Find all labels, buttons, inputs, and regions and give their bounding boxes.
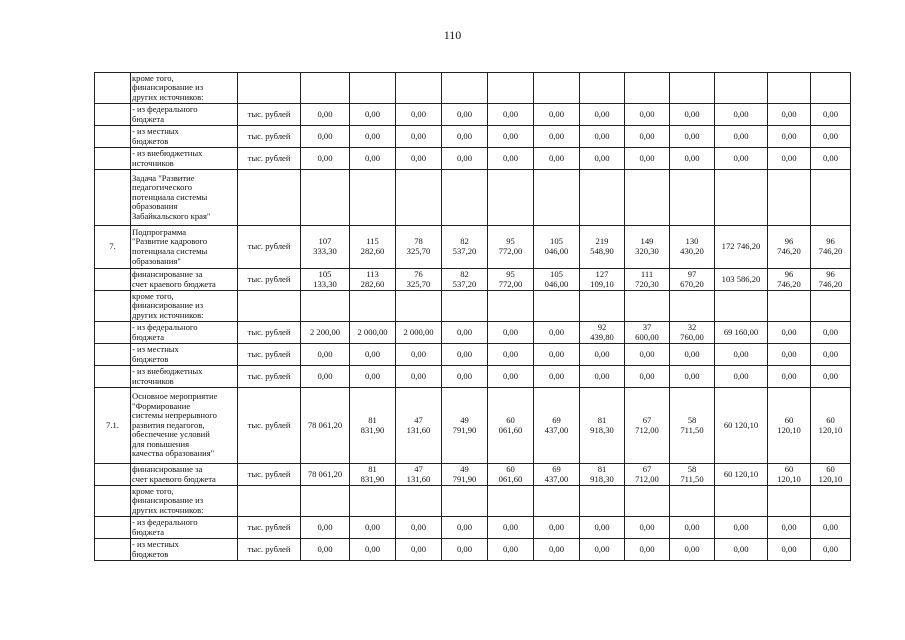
value-cell: 47 131,60: [396, 388, 442, 464]
value-cell: 0,00: [396, 366, 442, 388]
table-row: [95, 344, 851, 366]
row-name-cell: кроме того, финансирование из других источников:: [131, 486, 238, 517]
unit-cell: тыс. рублей: [238, 344, 301, 366]
row-name-cell: - из местных бюджетов: [131, 344, 238, 366]
value-cell: [715, 73, 768, 104]
unit-cell: тыс. рублей: [238, 148, 301, 170]
value-cell: [301, 291, 350, 322]
row-name-cell: Основное мероприятие "Формирование системы непрерывного развития педагогов, обеспечение условий для повышения качества образования": [131, 388, 238, 464]
row-name-cell: - из федерального бюджета: [131, 104, 238, 126]
value-cell: [625, 170, 670, 226]
value-cell: 60 120,10: [811, 388, 851, 464]
value-cell: [350, 291, 396, 322]
row-number-cell: [95, 126, 131, 148]
table-row: [95, 226, 851, 269]
value-cell: 0,00: [811, 517, 851, 539]
row-number-cell: [95, 486, 131, 517]
value-cell: 67 712,00: [625, 388, 670, 464]
value-cell: 103 586,20: [715, 269, 768, 291]
value-cell: 0,00: [768, 148, 811, 170]
value-cell: [625, 291, 670, 322]
budget-table-body: [95, 73, 851, 561]
row-number-cell: [95, 539, 131, 561]
unit-cell: тыс. рублей: [238, 126, 301, 148]
row-number-cell: [95, 464, 131, 486]
value-cell: 0,00: [488, 322, 534, 344]
value-cell: 0,00: [670, 539, 715, 561]
value-cell: 0,00: [396, 148, 442, 170]
value-cell: 81 918,30: [580, 464, 625, 486]
value-cell: 0,00: [488, 366, 534, 388]
value-cell: 0,00: [534, 366, 580, 388]
value-cell: [396, 170, 442, 226]
value-cell: 219 548,90: [580, 226, 625, 269]
value-cell: [301, 73, 350, 104]
value-cell: 49 791,90: [442, 388, 488, 464]
value-cell: 105 133,30: [301, 269, 350, 291]
value-cell: [715, 291, 768, 322]
value-cell: 0,00: [768, 366, 811, 388]
row-name-cell: Подпрограмма "Развитие кадрового потенциала системы образования": [131, 226, 238, 269]
value-cell: 0,00: [396, 539, 442, 561]
page-number: 110: [443, 28, 462, 42]
value-cell: [534, 170, 580, 226]
value-cell: 60 120,10: [715, 388, 768, 464]
value-cell: [534, 291, 580, 322]
table-row: [95, 486, 851, 517]
value-cell: 60 061,60: [488, 464, 534, 486]
value-cell: 0,00: [670, 148, 715, 170]
row-name-cell: - из федерального бюджета: [131, 322, 238, 344]
value-cell: [301, 486, 350, 517]
table-row: [95, 388, 851, 464]
value-cell: 115 282,60: [350, 226, 396, 269]
value-cell: 96 746,20: [768, 226, 811, 269]
value-cell: [580, 291, 625, 322]
value-cell: 60 120,10: [715, 464, 768, 486]
value-cell: [625, 486, 670, 517]
value-cell: [442, 486, 488, 517]
value-cell: 0,00: [442, 366, 488, 388]
value-cell: 78 061,20: [301, 464, 350, 486]
unit-cell: тыс. рублей: [238, 464, 301, 486]
unit-cell: [238, 486, 301, 517]
value-cell: [768, 486, 811, 517]
value-cell: 0,00: [670, 517, 715, 539]
row-name-cell: кроме того, финансирование из других источников:: [131, 73, 238, 104]
value-cell: 0,00: [442, 539, 488, 561]
value-cell: [534, 486, 580, 517]
value-cell: 0,00: [768, 126, 811, 148]
value-cell: [580, 170, 625, 226]
value-cell: 0,00: [625, 148, 670, 170]
value-cell: 0,00: [534, 126, 580, 148]
value-cell: 127 109,10: [580, 269, 625, 291]
value-cell: 49 791,90: [442, 464, 488, 486]
value-cell: 0,00: [625, 126, 670, 148]
table-row: [95, 269, 851, 291]
value-cell: 32 760,00: [670, 322, 715, 344]
value-cell: [768, 170, 811, 226]
value-cell: 0,00: [301, 517, 350, 539]
unit-cell: [238, 170, 301, 226]
value-cell: [350, 170, 396, 226]
value-cell: 130 430,20: [670, 226, 715, 269]
row-number-cell: [95, 104, 131, 126]
value-cell: 96 746,20: [768, 269, 811, 291]
value-cell: [488, 73, 534, 104]
value-cell: 0,00: [715, 104, 768, 126]
row-number-cell: 7.: [95, 226, 131, 269]
value-cell: 47 131,60: [396, 464, 442, 486]
unit-cell: тыс. рублей: [238, 104, 301, 126]
unit-cell: тыс. рублей: [238, 269, 301, 291]
value-cell: 0,00: [488, 148, 534, 170]
value-cell: 81 831,90: [350, 388, 396, 464]
value-cell: 0,00: [580, 344, 625, 366]
table-row: [95, 517, 851, 539]
value-cell: 0,00: [580, 517, 625, 539]
value-cell: 0,00: [534, 539, 580, 561]
value-cell: 67 712,00: [625, 464, 670, 486]
value-cell: 0,00: [350, 517, 396, 539]
row-name-cell: - из местных бюджетов: [131, 126, 238, 148]
value-cell: 0,00: [580, 148, 625, 170]
value-cell: 0,00: [715, 148, 768, 170]
value-cell: 0,00: [301, 148, 350, 170]
value-cell: 0,00: [715, 517, 768, 539]
value-cell: 58 711,50: [670, 388, 715, 464]
value-cell: 96 746,20: [811, 226, 851, 269]
value-cell: 0,00: [811, 366, 851, 388]
value-cell: 0,00: [715, 126, 768, 148]
value-cell: 0,00: [442, 322, 488, 344]
value-cell: 0,00: [488, 104, 534, 126]
table-row: [95, 126, 851, 148]
value-cell: 0,00: [768, 322, 811, 344]
table-row: [95, 291, 851, 322]
value-cell: [768, 73, 811, 104]
value-cell: 0,00: [625, 517, 670, 539]
value-cell: [396, 291, 442, 322]
unit-cell: тыс. рублей: [238, 366, 301, 388]
value-cell: 0,00: [580, 366, 625, 388]
unit-cell: тыс. рублей: [238, 322, 301, 344]
value-cell: 0,00: [488, 517, 534, 539]
value-cell: 60 120,10: [768, 388, 811, 464]
value-cell: 113 282,60: [350, 269, 396, 291]
value-cell: 0,00: [488, 539, 534, 561]
unit-cell: [238, 73, 301, 104]
value-cell: 69 160,00: [715, 322, 768, 344]
value-cell: 0,00: [670, 366, 715, 388]
value-cell: 78 061,20: [301, 388, 350, 464]
value-cell: 82 537,20: [442, 269, 488, 291]
value-cell: 0,00: [442, 344, 488, 366]
value-cell: 0,00: [715, 366, 768, 388]
value-cell: 0,00: [715, 539, 768, 561]
value-cell: 0,00: [534, 322, 580, 344]
value-cell: 69 437,00: [534, 464, 580, 486]
value-cell: 95 772,00: [488, 269, 534, 291]
value-cell: 0,00: [670, 344, 715, 366]
value-cell: [670, 291, 715, 322]
row-number-cell: [95, 291, 131, 322]
value-cell: [715, 170, 768, 226]
value-cell: [396, 486, 442, 517]
row-number-cell: [95, 517, 131, 539]
value-cell: 60 120,10: [811, 464, 851, 486]
value-cell: 111 720,30: [625, 269, 670, 291]
value-cell: 0,00: [442, 148, 488, 170]
value-cell: 0,00: [811, 104, 851, 126]
value-cell: 0,00: [301, 344, 350, 366]
value-cell: [670, 170, 715, 226]
value-cell: 0,00: [768, 344, 811, 366]
value-cell: 0,00: [350, 366, 396, 388]
value-cell: [715, 486, 768, 517]
value-cell: 0,00: [396, 104, 442, 126]
value-cell: 0,00: [442, 126, 488, 148]
value-cell: [488, 486, 534, 517]
value-cell: 0,00: [625, 366, 670, 388]
table-row: [95, 322, 851, 344]
value-cell: [396, 73, 442, 104]
row-number-cell: [95, 148, 131, 170]
value-cell: 0,00: [350, 104, 396, 126]
row-name-cell: - из внебюджетных источников: [131, 148, 238, 170]
value-cell: 0,00: [350, 126, 396, 148]
value-cell: 105 046,00: [534, 269, 580, 291]
value-cell: 76 325,70: [396, 269, 442, 291]
value-cell: 0,00: [396, 344, 442, 366]
value-cell: 0,00: [396, 517, 442, 539]
value-cell: 0,00: [580, 104, 625, 126]
row-number-cell: 7.1.: [95, 388, 131, 464]
value-cell: [488, 170, 534, 226]
value-cell: 0,00: [811, 344, 851, 366]
value-cell: 0,00: [350, 539, 396, 561]
unit-cell: [238, 291, 301, 322]
value-cell: 58 711,50: [670, 464, 715, 486]
value-cell: 172 746,20: [715, 226, 768, 269]
value-cell: 0,00: [396, 126, 442, 148]
unit-cell: тыс. рублей: [238, 226, 301, 269]
table-row: [95, 366, 851, 388]
value-cell: [534, 73, 580, 104]
value-cell: 0,00: [301, 539, 350, 561]
value-cell: [488, 291, 534, 322]
row-number-cell: [95, 170, 131, 226]
value-cell: 0,00: [811, 126, 851, 148]
value-cell: [350, 486, 396, 517]
value-cell: 0,00: [488, 126, 534, 148]
value-cell: 107 333,30: [301, 226, 350, 269]
value-cell: 0,00: [534, 104, 580, 126]
value-cell: [670, 73, 715, 104]
value-cell: 92 439,80: [580, 322, 625, 344]
value-cell: 0,00: [301, 366, 350, 388]
value-cell: 0,00: [768, 104, 811, 126]
value-cell: [580, 486, 625, 517]
value-cell: 0,00: [715, 344, 768, 366]
value-cell: 0,00: [625, 344, 670, 366]
value-cell: 0,00: [534, 344, 580, 366]
value-cell: 0,00: [811, 148, 851, 170]
value-cell: 0,00: [811, 539, 851, 561]
value-cell: 0,00: [580, 539, 625, 561]
value-cell: [670, 486, 715, 517]
table-row: [95, 148, 851, 170]
value-cell: 0,00: [442, 517, 488, 539]
value-cell: [442, 73, 488, 104]
value-cell: 97 670,20: [670, 269, 715, 291]
row-number-cell: [95, 366, 131, 388]
value-cell: [811, 486, 851, 517]
value-cell: [350, 73, 396, 104]
value-cell: 60 061,60: [488, 388, 534, 464]
value-cell: 69 437,00: [534, 388, 580, 464]
value-cell: [811, 170, 851, 226]
value-cell: 0,00: [625, 104, 670, 126]
row-number-cell: [95, 322, 131, 344]
row-number-cell: [95, 73, 131, 104]
row-name-cell: финансирование за счет краевого бюджета: [131, 269, 238, 291]
value-cell: 37 600,00: [625, 322, 670, 344]
value-cell: 0,00: [442, 104, 488, 126]
value-cell: [811, 291, 851, 322]
value-cell: 81 831,90: [350, 464, 396, 486]
value-cell: 2 000,00: [350, 322, 396, 344]
value-cell: 0,00: [670, 104, 715, 126]
table-row: [95, 539, 851, 561]
value-cell: 149 320,30: [625, 226, 670, 269]
budget-table: [94, 72, 851, 561]
row-name-cell: - из внебюджетных источников: [131, 366, 238, 388]
value-cell: 0,00: [670, 126, 715, 148]
unit-cell: тыс. рублей: [238, 517, 301, 539]
table-row: [95, 170, 851, 226]
unit-cell: тыс. рублей: [238, 539, 301, 561]
row-number-cell: [95, 269, 131, 291]
value-cell: 0,00: [488, 344, 534, 366]
value-cell: [768, 291, 811, 322]
value-cell: [301, 170, 350, 226]
row-number-cell: [95, 344, 131, 366]
value-cell: 78 325,70: [396, 226, 442, 269]
value-cell: 2 200,00: [301, 322, 350, 344]
row-name-cell: Задача "Развитие педагогического потенциала системы образования Забайкальского края": [131, 170, 238, 226]
row-name-cell: финансирование за счет краевого бюджета: [131, 464, 238, 486]
value-cell: 0,00: [768, 539, 811, 561]
value-cell: 60 120,10: [768, 464, 811, 486]
value-cell: 0,00: [768, 517, 811, 539]
value-cell: [625, 73, 670, 104]
value-cell: 105 046,00: [534, 226, 580, 269]
table-row: [95, 464, 851, 486]
row-name-cell: - из федерального бюджета: [131, 517, 238, 539]
value-cell: [811, 73, 851, 104]
row-name-cell: кроме того, финансирование из других источников:: [131, 291, 238, 322]
value-cell: 0,00: [350, 344, 396, 366]
value-cell: [442, 291, 488, 322]
value-cell: [580, 73, 625, 104]
value-cell: 0,00: [580, 126, 625, 148]
value-cell: 95 772,00: [488, 226, 534, 269]
value-cell: 0,00: [301, 104, 350, 126]
value-cell: [442, 170, 488, 226]
table-row: [95, 73, 851, 104]
table-row: [95, 104, 851, 126]
value-cell: 0,00: [350, 148, 396, 170]
value-cell: 0,00: [534, 517, 580, 539]
value-cell: 0,00: [811, 322, 851, 344]
value-cell: 0,00: [625, 539, 670, 561]
value-cell: 2 000,00: [396, 322, 442, 344]
value-cell: 0,00: [301, 126, 350, 148]
value-cell: 0,00: [534, 148, 580, 170]
value-cell: 81 918,30: [580, 388, 625, 464]
value-cell: 82 537,20: [442, 226, 488, 269]
value-cell: 96 746,20: [811, 269, 851, 291]
row-name-cell: - из местных бюджетов: [131, 539, 238, 561]
unit-cell: тыс. рублей: [238, 388, 301, 464]
